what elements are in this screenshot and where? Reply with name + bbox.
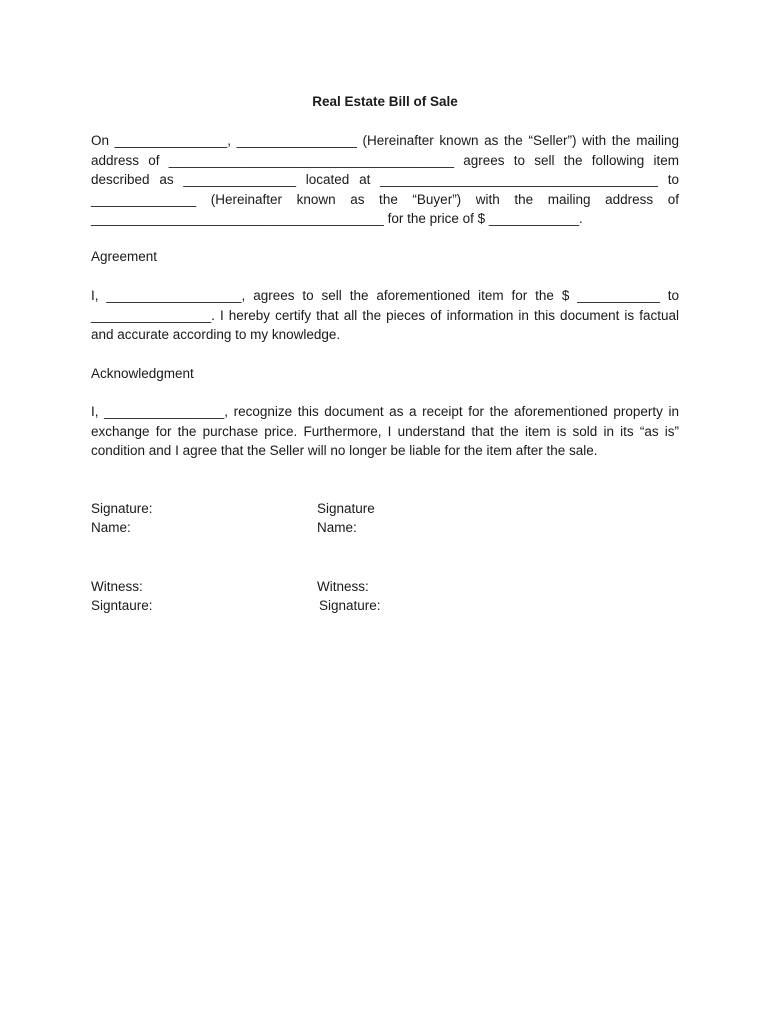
intro-paragraph: On _______________, ________________ (Hereinafter known as the “Seller”) with the mailing address of ______________________________________ agrees to sell the following item described as _______________ located at _____________________________________ to ______________ (Hereinafter known as the “Buyer”) with the mailing address of _______________________________________ for the price of $ ____________.	[91, 133, 679, 226]
agreement-paragraph: I, __________________, agrees to sell the aforementioned item for the $ ___________ to ________________. I hereby certify that all the pieces of information in this document is factual and accurate according to my knowledge.	[91, 288, 679, 342]
acknowledgment-paragraph: I, ________________, recognize this document as a receipt for the aforementioned property in exchange for the purchase price. Furthermore, I understand that the item is sold in its “as is” condition and I agree that the Seller will no longer be liable for the item after the sale.	[91, 404, 679, 458]
agreement-heading: Agreement	[91, 249, 158, 264]
document-title: Real Estate Bill of Sale	[312, 94, 458, 109]
right-witness-signature-label: Signature:	[319, 598, 381, 613]
left-witness-label: Witness:	[91, 579, 143, 594]
right-signature-label: Signature	[317, 501, 375, 516]
left-name-label: Name:	[91, 520, 131, 535]
left-signature-label: Signature:	[91, 501, 153, 516]
acknowledgment-heading: Acknowledgment	[91, 366, 194, 381]
left-witness-signature-label: Signtaure:	[91, 598, 153, 613]
right-witness-label: Witness:	[317, 579, 369, 594]
right-name-label: Name:	[317, 520, 357, 535]
